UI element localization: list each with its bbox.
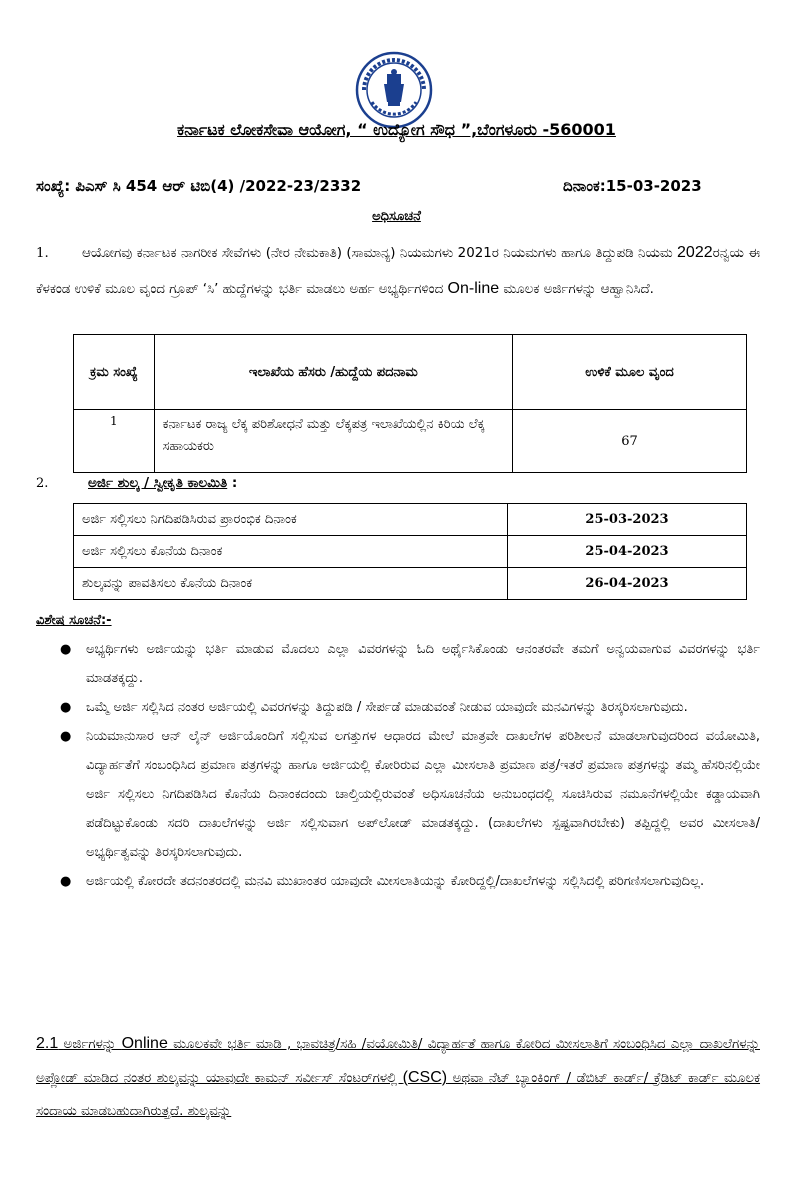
section-2-1-paragraph: 2.1 ಅರ್ಜಿಗಳನ್ನು Online ಮೂಲಕವೇ ಭರ್ತಿ ಮಾಡಿ , ಭಾವಚಿತ್ರ/ಸಹಿ /ವಯೋಮಿತಿ/ ವಿದ್ಯಾರ್ಹತೆ ಹಾಗೂ ಕೋರಿದ ಮೀಸಲಾತಿಗೆ ಸಂಬಂಧಿಸಿದ ಎಲ್ಲಾ ದಾಖಲೆಗಳನ್ನು ಅಪ್ಲೋಡ್ ಮಾಡಿದ ನಂತರ ಶುಲ್ಕವನ್ನು ಯಾವುದೇ ಕಾಮನ್ ಸರ್ವೀಸ್ ಸೆಂಟರ್‌ಗಳಲ್ಲಿ (CSC) ಅಥವಾ ನೆಟ್ ಬ್ಯಾಂಕಿಂಗ್ / ಡೆಬಿಟ್ ಕಾರ್ಡ್/ ಕ್ರೆಡಿಟ್ ಕಾರ್ಡ್ ಮೂಲಕ ಸಂದಾಯ ಮಾಡಬಹುದಾಗಿರುತ್ತದೆ. ಶುಲ್ಕವನ್ನು bbox=[36, 1035, 761, 1119]
kpsc-seal-icon bbox=[354, 50, 434, 130]
posts-table bbox=[73, 334, 747, 473]
table-header-row bbox=[74, 335, 747, 410]
column-header-sl: ಕ್ರಮ ಸಂಖ್ಯೆ bbox=[74, 335, 155, 410]
list-item: ● ಅರ್ಜಿಯಲ್ಲಿ ಕೋರದೇ ತದನಂತರದಲ್ಲಿ ಮನವಿ ಮುಖಾಂತರ ಯಾವುದೇ ಮೀಸಲಾತಿಯನ್ನು ಕೋರಿದ್ದಲ್ಲಿ/ದಾಖಲೆಗಳನ್ನು ಸಲ್ಲಿಸಿದಲ್ಲಿ ಪರಿಗಣಿಸಲಾಗುವುದಿಲ್ಲ. bbox=[60, 867, 760, 896]
reference-number: ಸಂಖ್ಯೆ: ಪಿಎಸ್ ಸಿ 454 ಆರ್ ಟಿಬಿ(4) /2022-23/2332 bbox=[36, 177, 362, 195]
table-row bbox=[74, 568, 747, 600]
date-value: 25-03-2023 bbox=[508, 504, 747, 536]
bullet-icon: ● bbox=[60, 642, 72, 657]
paragraph-number: 1. bbox=[36, 246, 49, 261]
bullet-icon: ● bbox=[60, 700, 72, 715]
special-notes-list bbox=[60, 635, 760, 896]
special-notes-heading: ವಿಶೇಷ ಸೂಚನೆ:- bbox=[36, 613, 112, 628]
date-value: 26-04-2023 bbox=[508, 568, 747, 600]
cell-department: ಕರ್ನಾಟಕ ರಾಜ್ಯ ಲೆಕ್ಕ ಪರಿಶೋಧನೆ ಮತ್ತು ಲೆಕ್ಕಪತ್ರ ಇಲಾಖೆಯಲ್ಲಿನ ಕಿರಿಯ ಲೆಕ್ಕ ಸಹಾಯಕರು bbox=[154, 410, 512, 473]
cell-sl: 1 bbox=[74, 410, 155, 473]
date-label: ಅರ್ಜಿ ಸಲ್ಲಿಸಲು ನಿಗದಿಪಡಿಸಿರುವ ಪ್ರಾರಂಭಿಕ ದಿನಾಂಕ bbox=[74, 504, 508, 536]
notification-date: ದಿನಾಂಕ:15-03-2023 bbox=[563, 177, 702, 195]
table-row bbox=[74, 410, 747, 473]
section-number: 2. bbox=[36, 476, 49, 491]
date-label: ಅರ್ಜಿ ಸಲ್ಲಿಸಲು ಕೊನೆಯ ದಿನಾಂಕ bbox=[74, 536, 508, 568]
date-label: ಶುಲ್ಕವನ್ನು ಪಾವತಿಸಲು ಕೊನೆಯ ದಿನಾಂಕ bbox=[74, 568, 508, 600]
list-item: ● ಅಭ್ಯರ್ಥಿಗಳು ಅರ್ಜಿಯನ್ನು ಭರ್ತಿ ಮಾಡುವ ಮೊದಲು ಎಲ್ಲಾ ವಿವರಗಳನ್ನು ಓದಿ ಅರ್ಥೈಸಿಕೊಂಡು ಆನಂತರವೇ ತಮಗೆ ಅನ್ವಯವಾಗುವ ವಿವರಗಳನ್ನು ಭರ್ತಿ ಮಾಡತಕ್ಕದ್ದು. bbox=[60, 635, 760, 693]
list-item: ● ಒಮ್ಮೆ ಅರ್ಜಿ ಸಲ್ಲಿಸಿದ ನಂತರ ಅರ್ಜಿಯಲ್ಲಿ ವಿವರಗಳನ್ನು ತಿದ್ದುಪಡಿ / ಸೇರ್ಪಡೆ ಮಾಡುವಂತೆ ನೀಡುವ ಯಾವುದೇ ಮನವಿಗಳನ್ನು ತಿರಸ್ಕರಿಸಲಾಗುವುದು. bbox=[60, 693, 760, 722]
section-number: 2.1 bbox=[36, 1035, 59, 1052]
fee-section-heading: ಅರ್ಜಿ ಶುಲ್ಕ / ಸ್ವೀಕೃತಿ ಕಾಲಮಿತಿ : bbox=[88, 475, 238, 491]
notification-heading: ಅಧಿಸೂಚನೆ bbox=[372, 209, 421, 224]
cell-count: 67 bbox=[513, 410, 747, 473]
dates-table bbox=[73, 503, 747, 600]
table-row bbox=[74, 504, 747, 536]
column-header-cadre: ಉಳಿಕೆ ಮೂಲ ವೃಂದ bbox=[513, 335, 747, 410]
bullet-icon: ● bbox=[60, 729, 72, 744]
list-item: ● ನಿಯಮಾನುಸಾರ ಆನ್ ಲೈನ್ ಅರ್ಜಿಯೊಂದಿಗೆ ಸಲ್ಲಿಸುವ ಲಗತ್ತುಗಳ ಆಧಾರದ ಮೇಲೆ ಮಾತ್ರವೇ ದಾಖಲೆಗಳ ಪರಿಶೀಲನೆ ಮಾಡಲಾಗುವುದರಿಂದ ವಯೋಮಿತಿ, ವಿದ್ಯಾರ್ಹತೆಗೆ ಸಂಬಂಧಿಸಿದ ಪ್ರಮಾಣ ಪತ್ರಗಳನ್ನು ಹಾಗೂ ಅರ್ಜಿಯಲ್ಲಿ ಕೋರಿರುವ ಎಲ್ಲಾ ಮೀಸಲಾತಿ ಪ್ರಮಾಣ ಪತ್ರ/ಇತರೆ ಪ್ರಮಾಣ ಪತ್ರಗಳನ್ನು ತಮ್ಮ ಹೆಸರಿನಲ್ಲಿಯೇ ಅರ್ಜಿ ಸಲ್ಲಿಸಲು ನಿಗದಿಪಡಿಸಿದ ಕೊನೆಯ ದಿನಾಂಕದಂದು ಚಾಲ್ತಿಯಲ್ಲಿರುವಂತೆ ಅಧಿಸೂಚನೆಯ ಅನುಬಂಧದಲ್ಲಿ ಸೂಚಿಸಿರುವ ನಮೂನೆಗಳಲ್ಲಿಯೇ ಕಡ್ಡಾಯವಾಗಿ ಪಡೆದಿಟ್ಟುಕೊಂಡು ಸದರಿ ದಾಖಲೆಗಳನ್ನು ಅರ್ಜಿ ಸಲ್ಲಿಸುವಾಗ ಅಪ್‌ಲೋಡ್ ಮಾಡತಕ್ಕದ್ದು. (ದಾಖಲೆಗಳು ಸ್ಪಷ್ಟವಾಗಿರಬೇಕು) ತಪ್ಪಿದ್ದಲ್ಲಿ ಅವರ ಮೀಸಲಾತಿ/ಅಭ್ಯರ್ಥಿತ್ವವನ್ನು ತಿರಸ್ಕರಿಸಲಾಗುವುದು. bbox=[60, 722, 760, 867]
table-row bbox=[74, 536, 747, 568]
intro-paragraph: 1. ಆಯೋಗವು ಕರ್ನಾಟಕ ನಾಗರೀಕ ಸೇವೆಗಳು (ನೇರ ನೇಮಕಾತಿ) (ಸಾಮಾನ್ಯ) ನಿಯಮಗಳು 2021ರ ನಿಯಮಗಳು ಹಾಗೂ ತಿದ್ದುಪಡಿ ನಿಯಮ 2022ರನ್ವಯ ಈ ಕೆಳಕಂಡ ಉಳಿಕೆ ಮೂಲ ವೃಂದ ಗ್ರೂಪ್ ‘ಸಿ’ ಹುದ್ದೆಗಳನ್ನು ಭರ್ತಿ ಮಾಡಲು ಅರ್ಹ ಅಭ್ಯರ್ಥಿಗಳಿಂದ On-line ಮೂಲಕ ಅರ್ಜಿಗಳನ್ನು ಆಹ್ವಾನಿಸಿದೆ. bbox=[36, 235, 760, 307]
column-header-department: ಇಲಾಖೆಯ ಹೆಸರು /ಹುದ್ದೆಯ ಪದನಾಮ bbox=[154, 335, 512, 410]
date-value: 25-04-2023 bbox=[508, 536, 747, 568]
bullet-icon: ● bbox=[60, 874, 72, 889]
page-title: ಕರ್ನಾಟಕ ಲೋಕಸೇವಾ ಆಯೋಗ, “ ಉದ್ಯೋಗ ಸೌಧ ”,ಬೆಂಗಳೂರು -560001 bbox=[177, 120, 616, 139]
